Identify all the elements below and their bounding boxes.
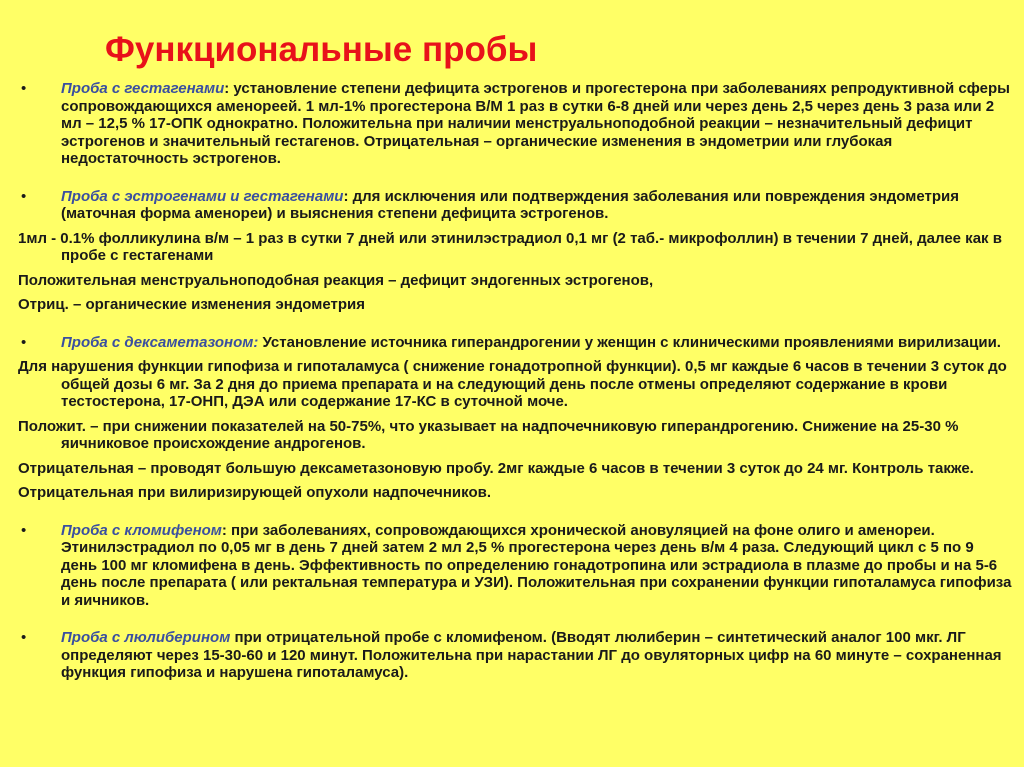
- text-clomiphene-test: : при заболеваниях, сопровождающихся хронической ановуляцией на фоне олиго и аменореи. Этинилэстрадиол по 0,05 мг в день 7 дней затем 2 мл 2,5 % прогестерона через день в/м 4 раза. Следующий цикл с 5 по 9 день 100 мг кломифена в день. Эффективность по определению гонадотропина или эстрадиола в плазме до пробы и на 5-6 день после препарата ( или ректальная температура и УЗИ). Положительная при сохранении функции гипоталамуса гипофиза и яичников.: [61, 521, 1012, 609]
- text-luliberin-test: при отрицательной пробе с кломифеном. (Вводят люлиберин – синтетический аналог 100 мкг. ЛГ определяют через 15-30-60 и 120 минут. Положительна при нарастании ЛГ до овуляторных цифр на 60 минуте – сохраненная функция гипофиза и нарушена гипоталамуса).: [61, 629, 1002, 681]
- paragraph-pituitary-dysfunction: Для нарушения функции гипофиза и гипоталамуса ( снижение гонадотропной функции). 0,5 мг каждые 6 часов в течении 3 суток до общей дозы 6 мг. За 2 дня до приема препарата и на следующий день после отмены определяют содержание в крови тестостерона, 17-ОНП, ДЭА или содержание 17-КС в суточной моче.: [18, 358, 1007, 410]
- text-gestagen-test: : установление степени дефицита эстрогенов и прогестерона при заболеваниях репродуктивной сферы сопровождающихся аменореей. 1 мл-1% прогестерона В/М 1 раз в сутки 6-8 дней или через день 2,5 через день 3 раза или 2 мл – 12,5 % 17-ОПК однократно. Положительна при наличии менструальноподобной реакции – незначительный дефицит эстрогенов и значительный гестагенов. Отрицательная – органические изменения в эндометрии или глубокая недостаточность эстрогенов.: [61, 80, 1010, 167]
- paragraph-negative-reaction: Отриц. – органические изменения эндометрия: [18, 296, 365, 313]
- paragraph-adrenal-tumor: Отрицательная при вилиризирующей опухоли надпочечников.: [18, 484, 491, 501]
- bullet-clomiphene-test: [18, 522, 1014, 610]
- bullet-dexamethasone-test: [18, 334, 1014, 352]
- bullet-marker: •: [21, 629, 27, 646]
- term-clomiphene-test: Проба с кломифеном: [61, 521, 222, 539]
- slide-content: [18, 80, 1014, 682]
- bullet-marker: •: [21, 187, 27, 205]
- term-dexamethasone-test: Проба с дексаметазоном:: [61, 333, 259, 351]
- bullet-gestagen-test: [18, 80, 1014, 168]
- paragraph-negative-result: Отрицательная – проводят большую дексаметазоновую пробу. 2мг каждые 6 часов в течении 3 суток до 24 мг. Контроль также.: [18, 459, 974, 477]
- bullet-marker: •: [21, 333, 27, 351]
- term-gestagen-test: Проба с гестагенами: [61, 80, 225, 97]
- paragraph-folliculin-dosage: 1мл - 0.1% фолликулина в/м – 1 раз в сутки 7 дней или этинилэстрадиол 0,1 мг (2 таб.- микрофоллин) в течении 7 дней, далее как в пробе с гестагенами: [18, 229, 1002, 264]
- bullet-estrogen-gestagen-test: [18, 188, 1014, 223]
- term-estrogen-gestagen-test: Проба с эстрогенами и гестагенами: [61, 187, 344, 205]
- bullet-marker: •: [21, 521, 27, 539]
- text-estrogen-gestagen-test: : для исключения или подтверждения заболевания или повреждения эндометрия (маточная форма аменореи) и выяснения степени дефицита эстрогенов.: [61, 187, 959, 222]
- bullet-luliberin-test: [18, 629, 1014, 682]
- bullet-marker: •: [21, 80, 27, 97]
- paragraph-positive-reaction: Положительная менструальноподобная реакция – дефицит эндогенных эстрогенов,: [18, 271, 654, 289]
- paragraph-positive-result: Положит. – при снижении показателей на 50-75%, что указывает на надпочечниковую гиперандрогению. Снижение на 25-30 % яичниковое происхождение андрогенов.: [18, 417, 959, 452]
- text-dexamethasone-test: Установление источника гиперандрогении у женщин с клиническими проявлениями вирилизации.: [258, 333, 1001, 351]
- term-luliberin-test: Проба с люлиберином: [61, 629, 231, 646]
- slide-title: Функциональные пробы: [105, 30, 538, 69]
